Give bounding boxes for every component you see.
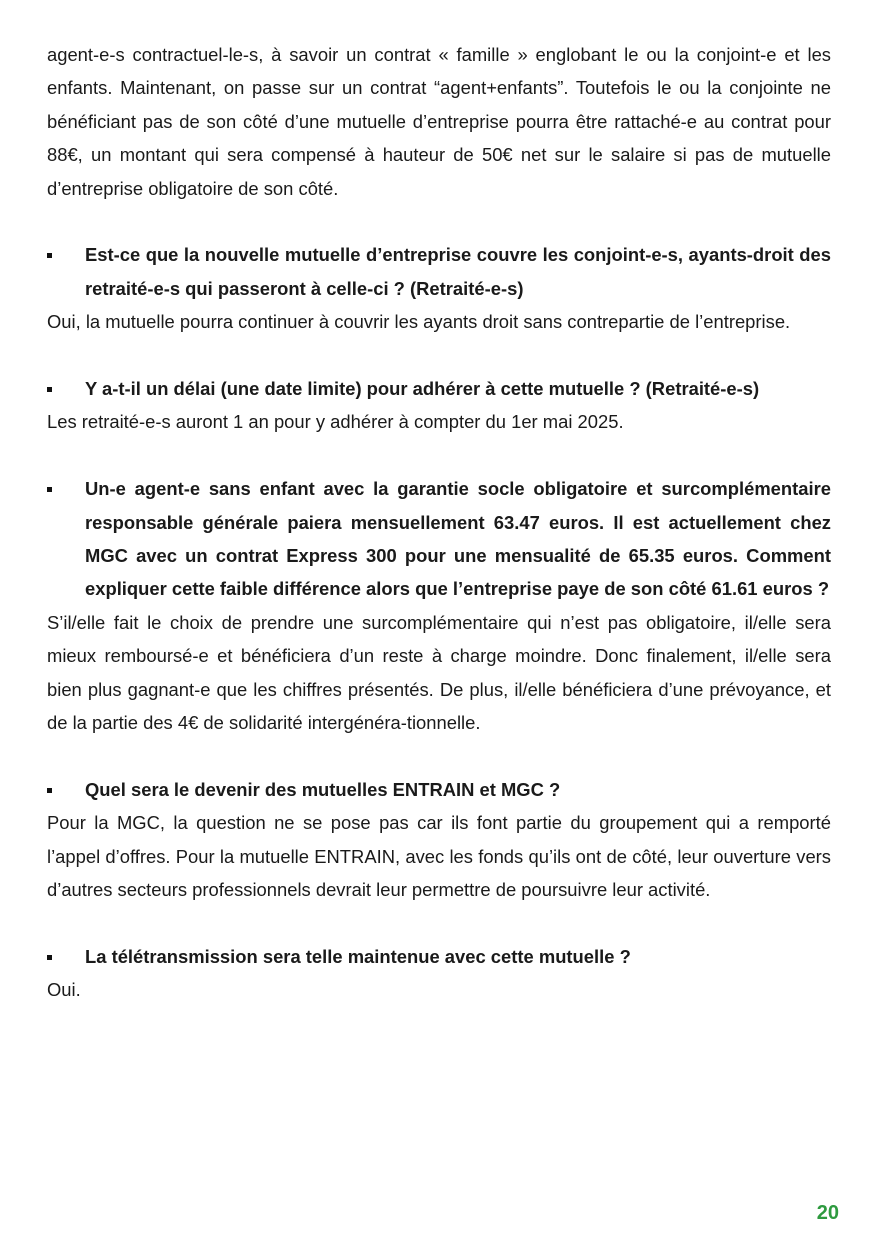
faq-answer: Oui, la mutuelle pourra continuer à couvrir les ayants droit sans contrepartie de l’entreprise.: [47, 311, 791, 333]
square-bullet-icon: [47, 788, 52, 793]
spacer: [47, 339, 831, 372]
question-text: Quel sera le devenir des mutuelles ENTRAIN et MGC ?: [85, 778, 561, 800]
page-number: 20: [816, 1202, 839, 1224]
spacer: [47, 439, 831, 472]
question-text: Est-ce que la nouvelle mutuelle d’entreprise couvre les conjoint-e-s, ayants-droit des retraité-e-s qui passeront à celle-ci ? (Retraité-e-s): [85, 244, 831, 299]
spacer: [47, 739, 831, 772]
faq-answer: Oui.: [47, 979, 81, 1001]
intro-paragraph: agent-e-s contractuel-le-s, à savoir un contrat « famille » englobant le ou la conjoint-e et les enfants. Maintenant, on passe sur un contrat “agent+enfants”. Toutefois le ou la conjointe ne bénéficiant pas de son côté d’une mutuelle d’entreprise pourra être rattaché-e au contrat pour 88€, un montant qui sera compensé à hauteur de 50€ net sur le salaire si pas de mutuelle d’entreprise obligatoire de son côté.: [47, 44, 831, 199]
faq-question: [47, 238, 831, 305]
faq-question: [47, 940, 831, 973]
square-bullet-icon: [47, 955, 52, 960]
spacer: [47, 205, 831, 238]
spacer: [47, 907, 831, 940]
faq-answer: Pour la MGC, la question ne se pose pas car ils font partie du groupement qui a remporté l’appel d’offres. Pour la mutuelle ENTRAIN, avec les fonds qu’ils ont de côté, leur ouverture vers d’autres secteurs professionnels devrait leur permettre de poursuivre leur activité.: [47, 812, 831, 901]
square-bullet-icon: [47, 253, 52, 258]
faq-answer: Les retraité-e-s auront 1 an pour y adhérer à compter du 1er mai 2025.: [47, 411, 624, 433]
faq-question: [47, 472, 831, 606]
question-text: La télétransmission sera telle maintenue avec cette mutuelle ?: [85, 945, 631, 967]
faq-question: [47, 773, 831, 806]
faq-answer: S’il/elle fait le choix de prendre une surcomplémentaire qui n’est pas obligatoire, il/elle sera mieux remboursé-e et bénéficiera d’un reste à charge moindre. Donc finalement, il/elle sera bien plus gagnant-e que les chiffres présentés. De plus, il/elle bénéficiera d’une prévoyance, et de la partie des 4€ de solidarité intergénéra-tionnelle.: [47, 611, 831, 734]
question-text: Un-e agent-e sans enfant avec la garantie socle obligatoire et surcomplémentaire responsable générale paiera mensuellement 63.47 euros. Il est actuellement chez MGC avec un contrat Express 300 pour une mensualité de 65.35 euros. Comment expliquer cette faible différence alors que l’entreprise paye de son côté 61.61 euros ?: [85, 478, 831, 600]
square-bullet-icon: [47, 387, 52, 392]
document-page: [47, 38, 831, 1007]
question-text: Y a-t-il un délai (une date limite) pour adhérer à cette mutuelle ? (Retraité-e-s): [85, 378, 760, 400]
faq-question: [47, 372, 831, 405]
square-bullet-icon: [47, 487, 52, 492]
